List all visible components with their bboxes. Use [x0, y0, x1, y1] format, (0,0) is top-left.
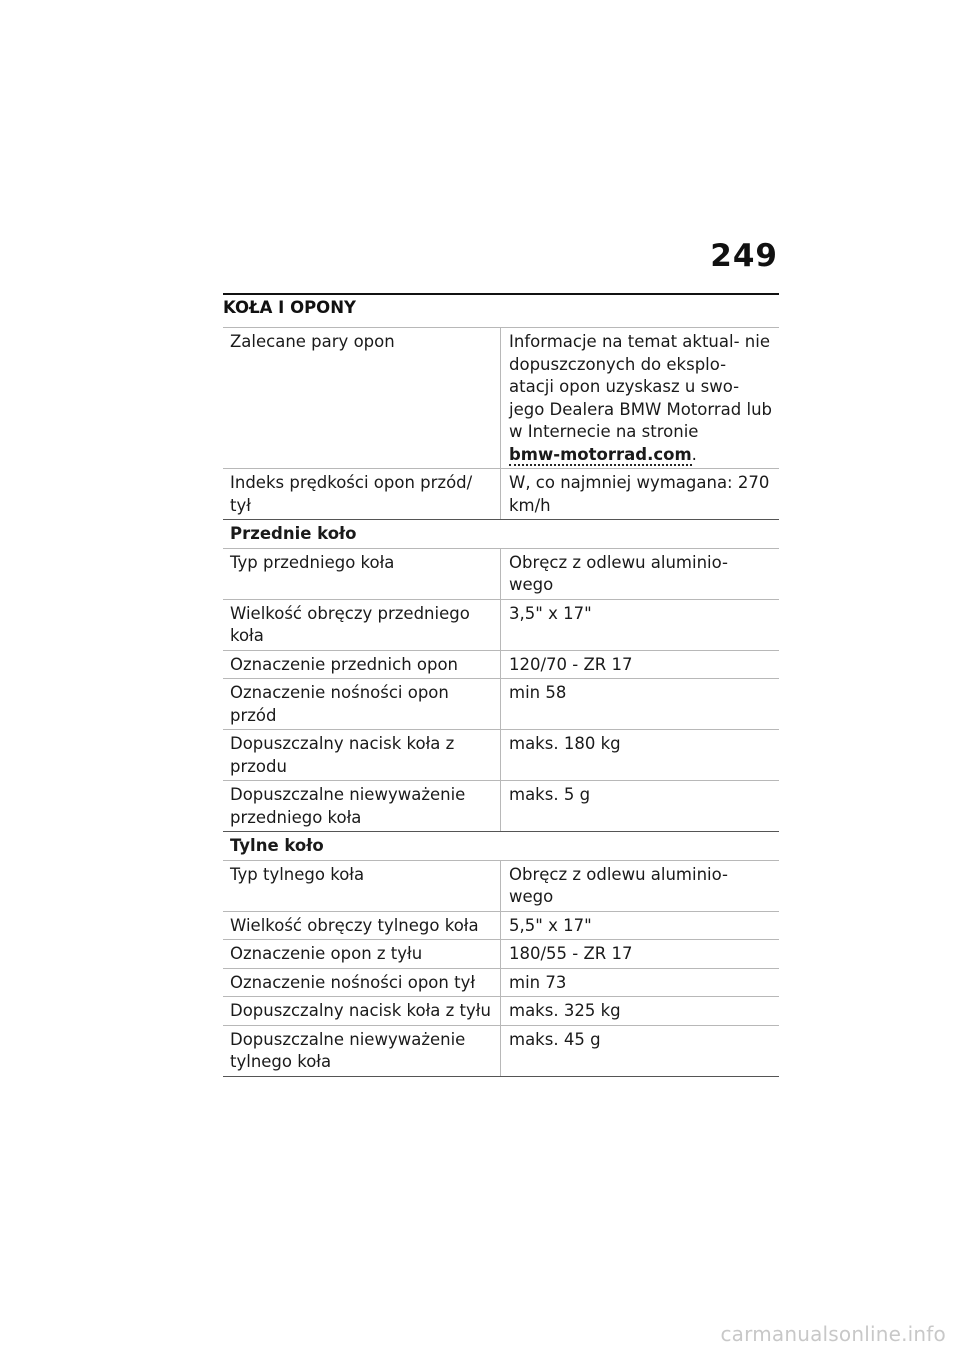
row-value: maks. 5 g: [501, 781, 780, 832]
rear-wheel-heading-row: [223, 832, 779, 861]
title-rule: [223, 293, 779, 295]
bmw-motorrad-link[interactable]: bmw-motorrad.com: [509, 444, 692, 464]
table-row: [223, 860, 779, 911]
table-row: [223, 548, 779, 599]
row-label: Dopuszczalne niewyważenie tylnego koła: [223, 1025, 501, 1076]
page-number: 249: [710, 238, 778, 274]
row-value: maks. 180 kg: [501, 730, 780, 781]
row-value: [501, 328, 780, 469]
table-row: [223, 599, 779, 650]
table-row: [223, 469, 779, 520]
table-row: [223, 781, 779, 832]
table-row: [223, 650, 779, 679]
rear-wheel-heading: Tylne koło: [223, 832, 779, 861]
table-row: [223, 940, 779, 969]
row-value: 3,5" x 17": [501, 599, 780, 650]
row-value: min 58: [501, 679, 780, 730]
row-value: 120/70 - ZR 17: [501, 650, 780, 679]
watermark: carmanualsonline.info: [720, 1322, 946, 1346]
link-suffix: .: [691, 444, 697, 464]
table-row: [223, 1025, 779, 1076]
front-wheel-heading: Przednie koło: [223, 520, 779, 549]
row-label: Oznaczenie nośności opon przód: [223, 679, 501, 730]
row-value: 180/55 - ZR 17: [501, 940, 780, 969]
table-row: [223, 679, 779, 730]
row-label: Dopuszczalny nacisk koła z przodu: [223, 730, 501, 781]
section-title: KOŁA I OPONY: [223, 298, 356, 317]
row-label: Wielkość obręczy przedniego koła: [223, 599, 501, 650]
row-label: Oznaczenie przednich opon: [223, 650, 501, 679]
row-label: Zalecane pary opon: [223, 328, 501, 469]
row-value: 5,5" x 17": [501, 911, 780, 940]
table-row: [223, 730, 779, 781]
row-label: Typ przedniego koła: [223, 548, 501, 599]
row-label: Dopuszczalny nacisk koła z tyłu: [223, 997, 501, 1026]
front-wheel-heading-row: [223, 520, 779, 549]
row-value-text: Informacje na temat aktual- nie dopuszczonych do eksplo- atacji opon uzyskasz u swo- jego Dealera BMW Motorrad lub w Internecie na stronie: [509, 332, 773, 441]
table-row: [223, 968, 779, 997]
row-value: Obręcz z odlewu aluminio- wego: [501, 548, 780, 599]
spec-table: [223, 327, 779, 1077]
row-value: min 73: [501, 968, 780, 997]
row-label: Typ tylnego koła: [223, 860, 501, 911]
row-label: Dopuszczalne niewyważenie przedniego koła: [223, 781, 501, 832]
table-row: [223, 911, 779, 940]
row-label: Oznaczenie opon z tyłu: [223, 940, 501, 969]
row-label: Wielkość obręczy tylnego koła: [223, 911, 501, 940]
row-value: W, co najmniej wymagana: 270 km/h: [501, 469, 780, 520]
row-value: maks. 325 kg: [501, 997, 780, 1026]
table-row: [223, 328, 779, 469]
row-value: Obręcz z odlewu aluminio- wego: [501, 860, 780, 911]
row-label: Indeks prędkości opon przód/ tył: [223, 469, 501, 520]
row-label: Oznaczenie nośności opon tył: [223, 968, 501, 997]
row-value: maks. 45 g: [501, 1025, 780, 1076]
table-row: [223, 997, 779, 1026]
